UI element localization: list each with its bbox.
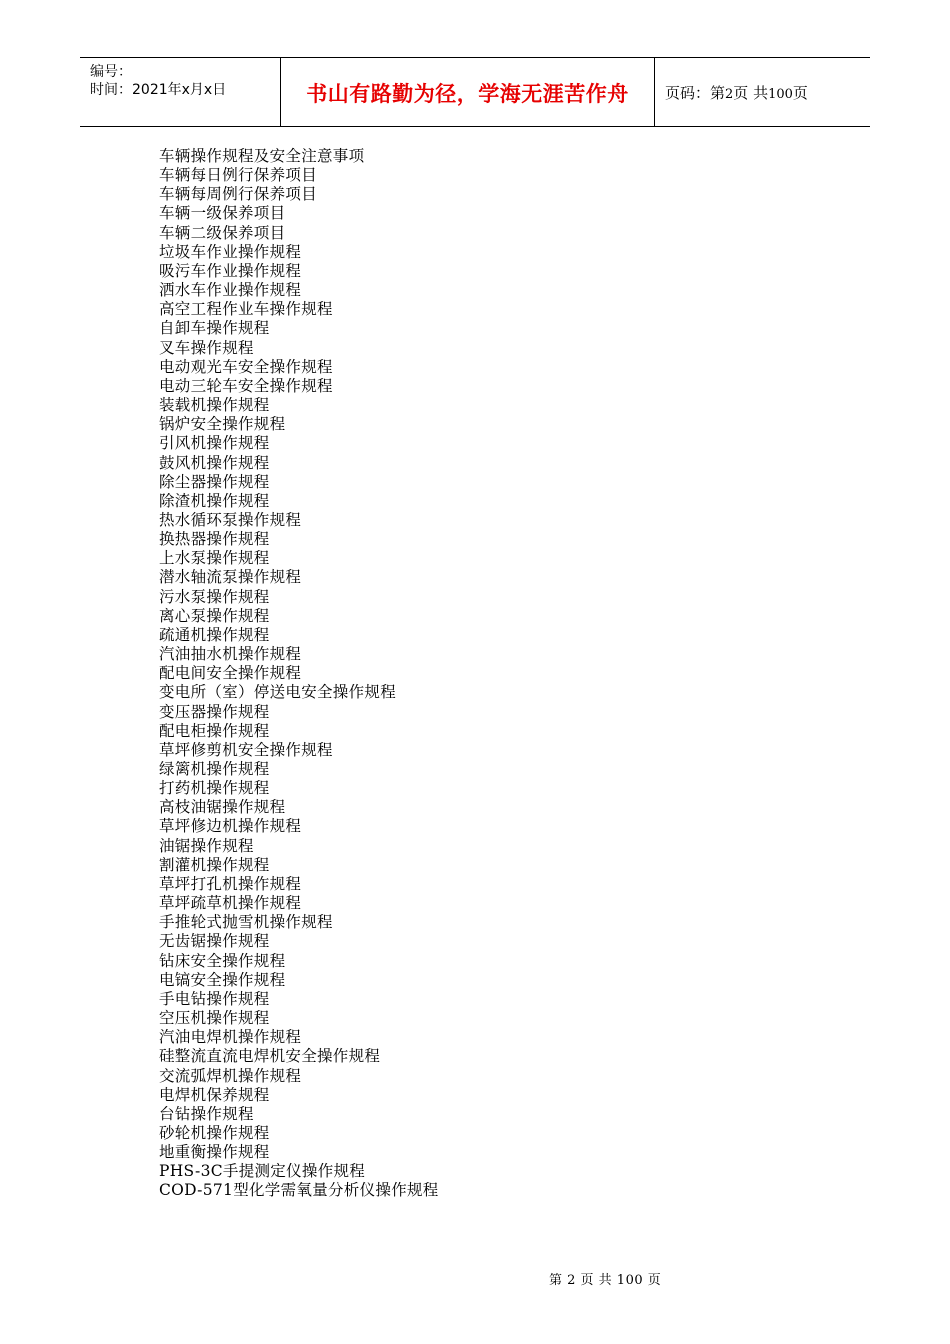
list-item: 潜水轴流泵操作规程 bbox=[159, 568, 302, 587]
page-current: 2 bbox=[725, 87, 734, 102]
procedure-list bbox=[159, 147, 439, 1201]
list-item: 草坪修剪机安全操作规程 bbox=[159, 740, 333, 759]
page-total: 100 bbox=[768, 87, 793, 102]
document-date-label: 时间：2021年x月x日 bbox=[90, 82, 227, 98]
list-item: 变压器操作规程 bbox=[159, 702, 270, 721]
list-item: 钻床安全操作规程 bbox=[159, 951, 286, 970]
list-item: 硅整流直流电焊机安全操作规程 bbox=[159, 1047, 381, 1066]
list-item: 电动观光车安全操作规程 bbox=[159, 357, 333, 376]
list-item: 草坪打孔机操作规程 bbox=[159, 874, 302, 893]
list-item: 手推轮式抛雪机操作规程 bbox=[159, 913, 333, 932]
list-item: 割灌机操作规程 bbox=[159, 855, 270, 874]
header-meta-cell bbox=[80, 58, 281, 126]
list-item: 配电柜操作规程 bbox=[159, 721, 270, 740]
header-motto: 书山有路勤为径，学海无涯苦作舟 bbox=[306, 81, 629, 106]
list-item: 鼓风机操作规程 bbox=[159, 453, 270, 472]
list-item: 换热器操作规程 bbox=[159, 530, 270, 549]
list-item: 高枝油锯操作规程 bbox=[159, 798, 286, 817]
list-item: 电焊机保养规程 bbox=[159, 1085, 270, 1104]
list-item: 引风机操作规程 bbox=[159, 434, 270, 453]
list-item: 车辆二级保养项目 bbox=[159, 223, 286, 242]
list-item: 草坪疏草机操作规程 bbox=[159, 894, 302, 913]
list-item: 除渣机操作规程 bbox=[159, 491, 270, 510]
list-item: 绿篱机操作规程 bbox=[159, 760, 270, 778]
list-item: 草坪修边机操作规程 bbox=[159, 817, 302, 836]
list-item: 叉车操作规程 bbox=[159, 338, 254, 357]
list-item: 车辆操作规程及安全注意事项 bbox=[159, 147, 365, 165]
list-item: 自卸车操作规程 bbox=[159, 319, 270, 338]
list-item: 交流弧焊机操作规程 bbox=[159, 1066, 302, 1085]
page-footer: 第 2 页 共 100 页 bbox=[549, 1273, 662, 1288]
list-item: PHS-3C手提测定仪操作规程 bbox=[159, 1162, 366, 1181]
list-item: 上水泵操作规程 bbox=[159, 549, 270, 568]
page-suffix: 页 bbox=[792, 84, 808, 102]
list-item: 汽油抽水机操作规程 bbox=[159, 645, 302, 664]
list-item: 变电所（室）停送电安全操作规程 bbox=[159, 683, 397, 702]
list-item: 锅炉安全操作规程 bbox=[159, 415, 286, 434]
list-item: 砂轮机操作规程 bbox=[159, 1123, 270, 1142]
list-item: 空压机操作规程 bbox=[159, 1009, 270, 1028]
header-motto-cell bbox=[281, 58, 655, 126]
list-item: 配电间安全操作规程 bbox=[159, 664, 302, 683]
list-item: 电动三轮车安全操作规程 bbox=[159, 376, 333, 395]
page-prefix: 页码：第 bbox=[665, 84, 726, 102]
list-item: 汽油电焊机操作规程 bbox=[159, 1028, 302, 1047]
list-item: 地重衡操作规程 bbox=[159, 1143, 270, 1162]
list-item: 油锯操作规程 bbox=[159, 836, 254, 855]
page-header bbox=[80, 57, 870, 127]
list-item: 疏通机操作规程 bbox=[159, 625, 270, 644]
list-item: 吸污车作业操作规程 bbox=[159, 261, 302, 280]
list-item: 除尘器操作规程 bbox=[159, 472, 270, 491]
list-item: 热水循环泵操作规程 bbox=[159, 510, 302, 529]
list-item: 车辆每日例行保养项目 bbox=[159, 166, 318, 185]
list-item: 无齿锯操作规程 bbox=[159, 932, 270, 951]
list-item: 台钻操作规程 bbox=[159, 1104, 254, 1123]
header-page-number bbox=[665, 82, 808, 103]
list-item: 手电钻操作规程 bbox=[159, 989, 270, 1008]
list-item: 车辆一级保养项目 bbox=[159, 204, 286, 223]
header-page-cell bbox=[655, 58, 870, 126]
list-item: 污水泵操作规程 bbox=[159, 587, 270, 606]
list-item: 高空工程作业车操作规程 bbox=[159, 300, 333, 319]
list-item: 车辆每周例行保养项目 bbox=[159, 185, 318, 204]
list-item: 打药机操作规程 bbox=[159, 779, 270, 798]
list-item: 电镐安全操作规程 bbox=[159, 970, 286, 989]
page-mid: 页 共 bbox=[733, 84, 769, 102]
list-item: 离心泵操作规程 bbox=[159, 606, 270, 625]
list-item: COD-571型化学需氧量分析仪操作规程 bbox=[159, 1181, 439, 1200]
document-number-label: 编号： bbox=[90, 64, 132, 80]
list-item: 装载机操作规程 bbox=[159, 396, 270, 415]
list-item: 垃圾车作业操作规程 bbox=[159, 242, 302, 261]
list-item: 洒水车作业操作规程 bbox=[159, 281, 302, 300]
